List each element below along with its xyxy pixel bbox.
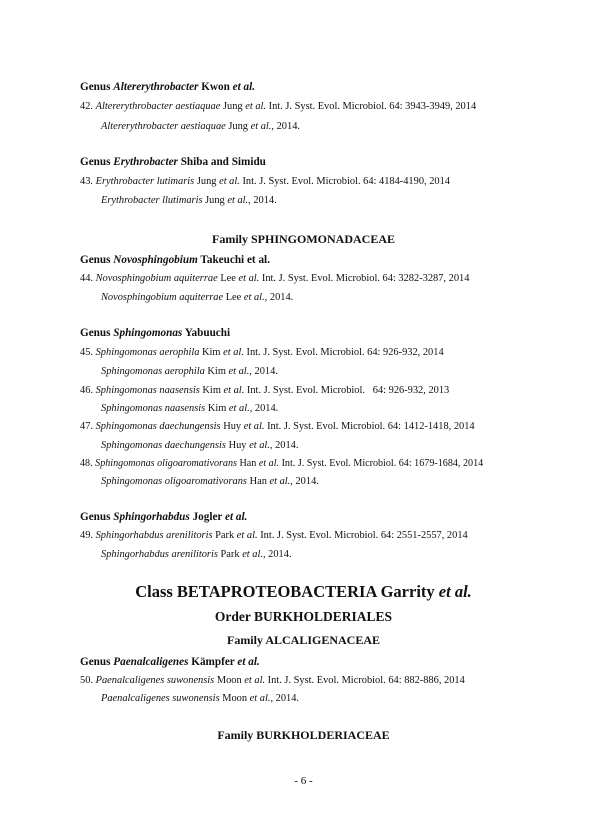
citation: Int. J. Syst. Evol. Microbiol. 64: 4184-4190, 2014 (242, 176, 450, 187)
genus-authority: Takeuchi et al. (200, 254, 270, 266)
etal: et al. (269, 476, 291, 487)
author: Lee (225, 292, 242, 303)
year: , 2014. (262, 549, 292, 560)
etal: et al. (228, 366, 250, 377)
author: Park (220, 549, 240, 560)
entry-46 (80, 385, 449, 396)
species-name: Sphingorhabdus arenilitoris (101, 549, 218, 560)
entry-46-sub (101, 403, 278, 414)
author: Kim (202, 385, 221, 396)
author: Han (239, 458, 257, 469)
etal: et al. (219, 176, 240, 187)
author: Kim (207, 403, 227, 414)
entry-44-sub (101, 292, 293, 303)
species-name: Sphingomonas aerophila (101, 366, 205, 377)
entry-43-sub (101, 195, 277, 206)
species-name: Sphingomonas daechungensis (95, 421, 221, 432)
etal: et al. (243, 421, 265, 432)
page-number: - 6 - (294, 775, 313, 787)
genus-name: Novosphingobium (113, 254, 198, 266)
species-name: Sphingomonas oligoaromativorans (95, 458, 237, 469)
entry-49 (80, 530, 468, 541)
genus-etal: et al. (237, 656, 260, 668)
entry-number: 48. (80, 458, 93, 469)
genus-name: Erythrobacter (113, 156, 178, 168)
species-name: Novosphingobium aquiterrae (101, 292, 224, 303)
author: Jung (205, 195, 225, 206)
author: Moon (216, 675, 242, 686)
genus-authority: Jogler (192, 511, 223, 523)
entry-43 (80, 176, 450, 187)
genus-name: Sphingorhabdus (113, 511, 190, 523)
entry-45 (80, 347, 444, 358)
genus-label: Genus (80, 81, 111, 93)
species-name: Erythrobacter lutimaris (95, 176, 195, 187)
etal: et al. (250, 121, 272, 132)
species-name: Sphingomonas naasensis (95, 385, 200, 396)
genus-authority: Kwon (201, 81, 230, 93)
etal: et al. (228, 403, 250, 414)
author: Park (215, 530, 235, 541)
order-heading-burkholderiales: Order BURKHOLDERIALES (214, 609, 393, 624)
etal: et al. (236, 530, 258, 541)
genus-label: Genus (80, 327, 111, 339)
author: Jung (196, 176, 217, 187)
genus-name: Sphingomonas (113, 327, 183, 339)
genus-label: Genus (80, 156, 111, 168)
citation: Int. J. Syst. Evol. Microbiol. 64: 1412-1418, 2014 (267, 421, 475, 432)
species-name: Altererythrobacter aestiaquae (95, 101, 221, 112)
citation: Int. J. Syst. Evol. Microbiol. 64: 2551-2557, 2014 (260, 530, 468, 541)
year: , 2014. (290, 476, 319, 487)
citation: Int. J. Syst. Evol. Microbiol. 64: 3282-3287, 2014 (261, 273, 470, 284)
author: Lee (220, 273, 236, 284)
genus-authority: Yabuuchi (184, 327, 231, 339)
etal: et al. (242, 549, 263, 560)
entry-number: 50. (80, 675, 93, 686)
genus-label: Genus (80, 254, 111, 266)
species-name: Novosphingobium aquiterrae (95, 273, 218, 284)
etal: et al. (249, 693, 271, 704)
citation: Int. J. Syst. Evol. Microbiol. 64: 882-886, 2014 (267, 675, 465, 686)
genus-heading-altererythrobacter (80, 81, 255, 93)
species-name: Sphingorhabdus arenilitoris (95, 530, 213, 541)
entry-42 (80, 101, 476, 112)
citation: Int. J. Syst. Evol. Microbiol. 64: 926-932, 2014 (246, 347, 444, 358)
genus-name: Paenalcaligenes (113, 656, 189, 668)
entry-50-sub (101, 693, 299, 704)
genus-etal: et al. (232, 81, 255, 93)
species-name: Paenalcaligenes suwonensis (101, 693, 220, 704)
species-name: Erythrobacter llutimaris (101, 195, 203, 206)
genus-heading-novosphingobium (80, 254, 270, 266)
family-heading-alcaligenaceae: Family ALCALIGENACEAE (226, 633, 381, 647)
species-name: Paenalcaligenes suwonensis (95, 675, 215, 686)
genus-heading-paenalcaligenes (80, 656, 260, 668)
etal: et al. (245, 101, 267, 112)
author: Huy (228, 440, 247, 451)
author: Kim (207, 366, 226, 377)
species-name: Altererythrobacter aestiaquae (101, 121, 226, 132)
entry-number: 47. (80, 421, 93, 432)
species-name: Sphingomonas daechungensis (101, 440, 226, 451)
genus-authority: Kämpfer (191, 656, 235, 668)
entry-number: 49. (80, 530, 93, 541)
etal: et al. (238, 273, 260, 284)
etal: et al. (243, 292, 265, 303)
year: , 2014. (271, 121, 300, 132)
citation: Int. J. Syst. Evol. Microbiol. 64: 1679-1684, 2014 (281, 458, 484, 469)
genus-heading-erythrobacter (80, 156, 266, 168)
author: Han (249, 476, 267, 487)
genus-authority: Shiba and Simidu (180, 156, 266, 168)
year: , 2014. (269, 440, 299, 451)
genus-name: Altererythrobacter (113, 81, 199, 93)
genus-label: Genus (80, 656, 111, 668)
etal: et al. (223, 347, 244, 358)
author: Moon (222, 693, 248, 704)
year: , 2014. (264, 292, 294, 303)
author: Jung (222, 101, 243, 112)
class-name: Class BETAPROTEOBACTERIA Garrity (135, 582, 435, 601)
entry-45-sub (101, 366, 278, 377)
author: Kim (202, 347, 221, 358)
citation: Int. J. Syst. Evol. Microbiol. 64: 3943-3949, 2014 (268, 101, 477, 112)
year: , 2014. (248, 195, 277, 206)
etal: et al. (249, 440, 270, 451)
author: Huy (223, 421, 242, 432)
entry-47 (80, 421, 475, 432)
entry-number: 42. (80, 101, 93, 112)
entry-number: 44. (80, 273, 93, 284)
genus-heading-sphingomonas (80, 327, 230, 339)
class-etal: et al. (438, 582, 472, 601)
etal: et al. (223, 385, 245, 396)
species-name: Sphingomonas aerophila (95, 347, 200, 358)
family-heading-burkholderiaceae: Family BURKHOLDERIACEAE (217, 728, 390, 742)
genus-etal: et al. (224, 511, 248, 523)
etal: et al. (244, 675, 266, 686)
year: , 2014. (270, 693, 300, 704)
entry-number: 46. (80, 385, 93, 396)
entry-48 (80, 458, 483, 469)
class-heading-betaproteobacteria (0, 582, 607, 602)
entry-44 (80, 273, 469, 284)
entry-49-sub (101, 549, 292, 560)
entry-48-sub (101, 476, 319, 487)
author: Jung (228, 121, 249, 132)
year: , 2014. (249, 366, 278, 377)
entry-42-sub (101, 121, 300, 132)
species-name: Sphingomonas naasensis (101, 403, 206, 414)
entry-number: 43. (80, 176, 93, 187)
entry-50 (80, 675, 465, 686)
etal: et al. (258, 458, 280, 469)
genus-label: Genus (80, 511, 111, 523)
etal: et al. (227, 195, 249, 206)
entry-number: 45. (80, 347, 93, 358)
year: , 2014. (249, 403, 279, 414)
species-name: Sphingomonas oligoaromativorans (101, 476, 247, 487)
genus-heading-sphingorhabdus (80, 511, 247, 523)
citation: Int. J. Syst. Evol. Microbiol. 64: 926-932, 2013 (246, 385, 450, 396)
family-heading-sphingomonadaceae: Family SPHINGOMONADACEAE (212, 232, 395, 246)
entry-47-sub (101, 440, 298, 451)
